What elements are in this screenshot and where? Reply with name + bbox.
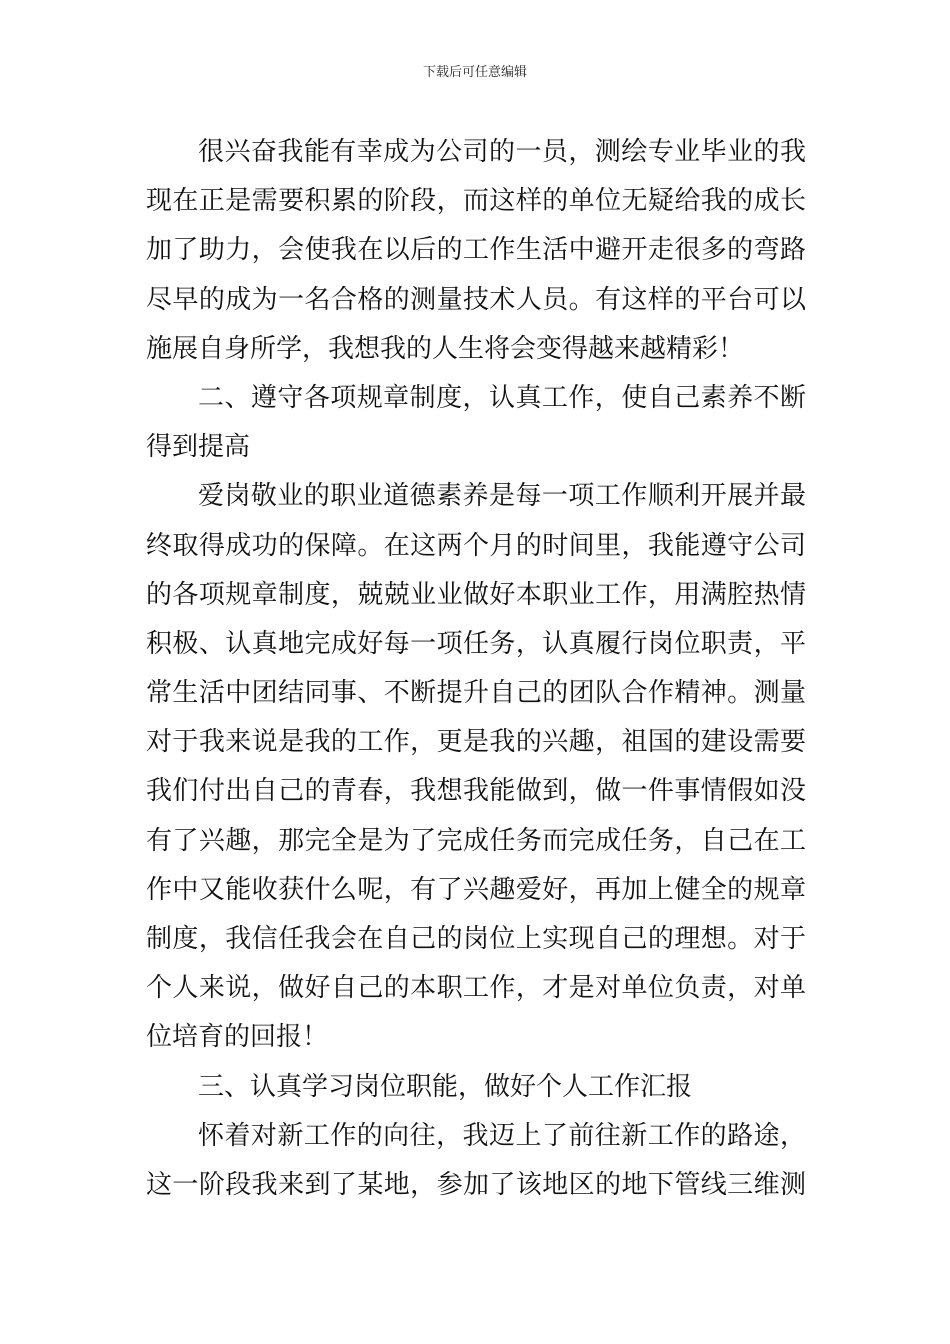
text-line: 积极、认真地完成好每一项任务，认真履行岗位职责，平: [146, 628, 806, 659]
text-line: 终取得成功的保障。在这两个月的时间里，我能遵守公司: [146, 530, 806, 561]
document-body: [146, 128, 806, 1210]
text-line: 加了助力，会使我在以后的工作生活中避开走很多的弯路: [146, 235, 806, 266]
text-line: 制度，我信任我会在自己的岗位上实现自己的理想。对于: [146, 924, 806, 954]
text-line: 现在正是需要积累的阶段，而这样的单位无疑给我的成长: [146, 186, 806, 217]
text-line: 的各项规章制度，兢兢业业做好本职业工作，用满腔热情: [146, 579, 806, 610]
text-line: 作中又能收获什么呢，有了兴趣爱好，再加上健全的规章: [146, 874, 806, 905]
text-line: 很兴奋我能有幸成为公司的一员，测绘专业毕业的我: [198, 137, 806, 167]
text-line: 怀着对新工作的向往，我迈上了前往新工作的路途，: [198, 1120, 806, 1151]
section-heading: 二、遵守各项规章制度，认真工作，使自己素养不断: [198, 382, 806, 413]
section-heading: 三、认真学习岗位职能，做好个人工作汇报: [198, 1071, 693, 1102]
text-line: 尽早的成为一名合格的测量技术人员。有这样的平台可以: [146, 284, 806, 315]
text-line: 常生活中团结同事、不断提升自己的团队合作精神。测量: [146, 678, 806, 709]
text-line: 爱岗敬业的职业道德素养是每一项工作顺利开展并最: [198, 481, 806, 512]
page-header-note: 下载后可任意编辑: [422, 65, 527, 80]
text-line: 对于我来说是我的工作，更是我的兴趣，祖国的建设需要: [146, 727, 806, 758]
text-line: 我们付出自己的青春，我想我能做到，做一件事情假如没: [146, 776, 806, 807]
text-line: 个人来说，做好自己的本职工作，才是对单位负责，对单: [146, 973, 806, 1004]
text-line: 施展自身所学，我想我的人生将会变得越来越精彩！: [146, 333, 745, 364]
section-heading-continued: 得到提高: [146, 432, 251, 463]
text-line: 位培育的回报！: [146, 1022, 329, 1053]
text-line: 这一阶段我来到了某地，参加了该地区的地下管线三维测: [146, 1169, 806, 1200]
text-line: 有了兴趣，那完全是为了完成任务而完成任务，自己在工: [146, 825, 806, 856]
